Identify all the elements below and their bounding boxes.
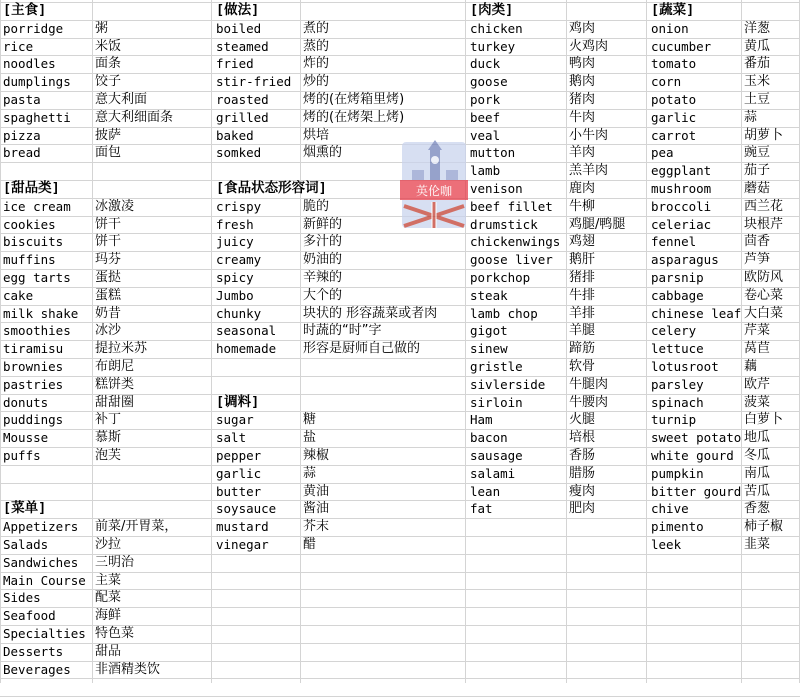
chinese-term: 鹿肉 <box>569 181 596 196</box>
english-term: dumplings <box>3 74 71 90</box>
english-term: brownies <box>3 359 64 374</box>
chinese-term: 配菜 <box>95 590 122 606</box>
chinese-term: 玛芬 <box>95 252 122 268</box>
chinese-term: 卷心菜 <box>744 287 784 303</box>
chinese-term: 饼干 <box>95 216 122 232</box>
english-term: chickenwings <box>470 234 561 250</box>
chinese-term: 形容是厨师自己做的 <box>303 341 421 357</box>
english-term: garlic <box>216 465 262 481</box>
english-term: bitter gourd <box>651 483 742 499</box>
chinese-term: 蒜 <box>744 109 758 125</box>
english-term: leek <box>651 537 682 552</box>
english-term: Sides <box>3 590 41 606</box>
chinese-term: 时蔬的“时”字 <box>303 323 382 339</box>
english-term: salami <box>470 465 516 481</box>
section-title: [食品状态形容词] <box>216 180 327 196</box>
chinese-term: 酱油 <box>303 501 330 517</box>
chinese-term: 豌豆 <box>744 145 771 161</box>
section-title: [肉类] <box>470 2 514 18</box>
english-term: sivlerside <box>470 376 546 392</box>
chinese-term: 苦瓜 <box>744 483 771 499</box>
chinese-term: 慕斯 <box>95 430 122 446</box>
english-term: mutton <box>470 145 516 161</box>
chinese-term: 芥末 <box>303 519 330 535</box>
english-term: lotusroot <box>651 359 719 374</box>
english-term: salt <box>216 430 247 446</box>
english-term: soysauce <box>216 501 277 517</box>
english-term: sirloin <box>470 394 523 410</box>
chinese-term: 茄子 <box>744 163 771 179</box>
english-term: steamed <box>216 38 269 54</box>
english-term: gristle <box>470 359 523 374</box>
chinese-term: 韭菜 <box>744 537 771 552</box>
chinese-term: 块根芹 <box>744 216 784 232</box>
chinese-term: 香葱 <box>744 501 771 517</box>
chinese-term: 饺子 <box>95 74 122 90</box>
section-title: [蔬菜] <box>651 2 695 18</box>
english-term: seasonal <box>216 323 277 339</box>
english-term: pasta <box>3 92 41 107</box>
chinese-term: 炸的 <box>303 56 330 72</box>
english-term: muffins <box>3 252 56 268</box>
chinese-term: 羊肉 <box>569 145 596 161</box>
chinese-term: 瘦肉 <box>569 483 596 499</box>
chinese-term: 地瓜 <box>744 430 771 446</box>
english-term: venison <box>470 181 523 196</box>
english-term: turnip <box>651 412 697 428</box>
chinese-term: 蘑菇 <box>744 181 771 196</box>
english-term: Salads <box>3 537 49 552</box>
section-title: [甜品类] <box>3 180 60 196</box>
chinese-term: 羊腿 <box>569 323 596 339</box>
english-term: asparagus <box>651 252 719 268</box>
chinese-term: 大个的 <box>303 287 343 303</box>
chinese-term: 粥 <box>95 20 109 36</box>
chinese-term: 洋葱 <box>744 20 771 36</box>
chinese-term: 番茄 <box>744 56 771 72</box>
chinese-term: 糖 <box>303 412 317 428</box>
english-term: cookies <box>3 216 56 232</box>
chinese-term: 欧防风 <box>744 270 784 285</box>
grid-column-line <box>646 0 647 683</box>
english-term: noodles <box>3 56 56 72</box>
chinese-term: 块状的 形容蔬菜或者肉 <box>303 305 438 321</box>
chinese-term: 培根 <box>569 430 596 446</box>
chinese-term: 香肠 <box>569 448 596 463</box>
english-term: parsnip <box>651 270 704 285</box>
english-term: tomato <box>651 56 697 72</box>
english-term: veal <box>470 127 501 143</box>
chinese-term: 鹅肉 <box>569 74 596 90</box>
chinese-term: 沙拉 <box>95 537 122 552</box>
english-term: steak <box>470 287 508 303</box>
chinese-term: 大白菜 <box>744 305 784 321</box>
english-term: puddings <box>3 412 64 428</box>
section-title: [主食] <box>3 2 47 18</box>
chinese-term: 冰沙 <box>95 323 122 339</box>
chinese-term: 海鲜 <box>95 608 122 624</box>
watermark-logo <box>400 140 468 230</box>
english-term: celery <box>651 323 697 339</box>
chinese-term: 羊排 <box>569 305 596 321</box>
chinese-term: 烘培 <box>303 127 330 143</box>
english-term: cabbage <box>651 287 704 303</box>
english-term: mustard <box>216 519 269 535</box>
section-title: [菜单] <box>3 500 47 517</box>
chinese-term: 米饭 <box>95 38 122 54</box>
chinese-term: 前菜/开胃菜， <box>95 519 178 535</box>
english-term: chunky <box>216 305 262 321</box>
english-term: bacon <box>470 430 508 446</box>
english-term: pea <box>651 145 674 161</box>
chinese-term: 胡萝卜 <box>744 127 784 143</box>
chinese-term: 甜品 <box>95 643 122 659</box>
english-term: spaghetti <box>3 109 71 125</box>
english-term: rice <box>3 38 34 54</box>
chinese-term: 南瓜 <box>744 465 771 481</box>
chinese-term: 软骨 <box>569 359 596 374</box>
chinese-term: 西兰花 <box>744 198 784 214</box>
grid-row-line <box>0 678 800 679</box>
english-term: garlic <box>651 109 697 125</box>
english-term: Mousse <box>3 430 49 446</box>
english-term: pepper <box>216 448 262 463</box>
english-term: pastries <box>3 376 64 392</box>
english-term: milk shake <box>3 305 79 321</box>
english-term: Jumbo <box>216 287 254 303</box>
english-term: juicy <box>216 234 254 250</box>
chinese-term: 火鸡肉 <box>569 38 609 54</box>
english-term: grilled <box>216 109 269 125</box>
chinese-term: 火腿 <box>569 412 596 428</box>
english-term: homemade <box>216 341 277 357</box>
english-term: Appetizers <box>3 519 79 535</box>
chinese-term: 炒的 <box>303 74 330 90</box>
chinese-term: 甜甜圈 <box>95 394 135 410</box>
chinese-term: 面包 <box>95 145 122 161</box>
english-term: pizza <box>3 127 41 143</box>
chinese-term: 三明治 <box>95 554 135 570</box>
english-term: eggplant <box>651 163 712 179</box>
english-term: vinegar <box>216 537 269 552</box>
english-term: sugar <box>216 412 254 428</box>
english-term: Specialties <box>3 626 86 641</box>
english-term: onion <box>651 20 689 36</box>
chinese-term: 牛排 <box>569 287 596 303</box>
chinese-term: 羔羊肉 <box>569 163 609 179</box>
chinese-term: 烟熏的 <box>303 145 343 161</box>
english-term: lettuce <box>651 341 704 357</box>
chinese-term: 菠菜 <box>744 394 771 410</box>
chinese-term: 布朗尼 <box>95 359 135 374</box>
english-term: porridge <box>3 20 64 36</box>
chinese-term: 奶油的 <box>303 252 343 268</box>
chinese-term: 烤的(在烤箱里烤) <box>303 92 405 107</box>
chinese-term: 冰激凌 <box>95 198 135 214</box>
english-term: biscuits <box>3 234 64 250</box>
chinese-term: 披萨 <box>95 127 122 143</box>
english-term: goose <box>470 74 508 90</box>
chinese-term: 蛋糕 <box>95 287 122 303</box>
chinese-term: 主菜 <box>95 572 122 588</box>
english-term: beef <box>470 109 501 125</box>
chinese-term: 白萝卜 <box>744 412 784 428</box>
chinese-term: 补丁 <box>95 412 122 428</box>
english-term: parsley <box>651 376 704 392</box>
english-term: turkey <box>470 38 516 54</box>
english-term: fennel <box>651 234 697 250</box>
chinese-term: 牛腿肉 <box>569 376 609 392</box>
english-term: mushroom <box>651 181 712 196</box>
english-term: baked <box>216 127 254 143</box>
chinese-term: 脆的 <box>303 198 330 214</box>
chinese-term: 茴香 <box>744 234 771 250</box>
english-term: ice cream <box>3 198 71 214</box>
grid-column-line <box>211 0 212 683</box>
english-term: egg tarts <box>3 270 71 285</box>
chinese-term: 莴苣 <box>744 341 771 357</box>
english-term: Main Course <box>3 572 86 588</box>
chinese-term: 意大利面 <box>95 92 148 107</box>
chinese-term: 新鲜的 <box>303 216 343 232</box>
chinese-term: 欧芹 <box>744 376 771 392</box>
english-term: spinach <box>651 394 704 410</box>
chinese-term: 鸡肉 <box>569 20 596 36</box>
chinese-term: 冬瓜 <box>744 448 771 463</box>
grid-column-line <box>465 0 466 683</box>
chinese-term: 牛腰肉 <box>569 394 609 410</box>
english-term: fresh <box>216 216 254 232</box>
chinese-term: 柿子椒 <box>744 519 784 535</box>
chinese-term: 烤的(在烤架上烤) <box>303 109 405 125</box>
english-term: carrot <box>651 127 697 143</box>
english-term: drumstick <box>470 216 538 232</box>
english-term: Ham <box>470 412 493 428</box>
chinese-term: 面条 <box>95 56 122 72</box>
english-term: lamb <box>470 163 501 179</box>
chinese-term: 辛辣的 <box>303 270 343 285</box>
chinese-term: 提拉米苏 <box>95 341 148 357</box>
chinese-term: 煮的 <box>303 20 330 36</box>
english-term: lean <box>470 483 501 499</box>
english-term: potato <box>651 92 697 107</box>
english-term: gigot <box>470 323 508 339</box>
english-term: chicken <box>470 20 523 36</box>
chinese-term: 芹菜 <box>744 323 771 339</box>
chinese-term: 鹅肝 <box>569 252 596 268</box>
chinese-term: 辣椒 <box>303 448 330 463</box>
section-title: [做法] <box>216 2 260 18</box>
chinese-term: 奶昔 <box>95 305 122 321</box>
chinese-term: 猪肉 <box>569 92 596 107</box>
chinese-term: 非酒精类饮 <box>95 661 161 677</box>
english-term: Seafood <box>3 608 56 624</box>
english-term: chive <box>651 501 689 517</box>
english-term: pumpkin <box>651 465 704 481</box>
english-term: cucumber <box>651 38 712 54</box>
english-term: fried <box>216 56 254 72</box>
english-term: stir-fried <box>216 74 292 90</box>
english-term: sinew <box>470 341 508 357</box>
english-term: celeriac <box>651 216 712 232</box>
english-term: duck <box>470 56 501 72</box>
chinese-term: 糕饼类 <box>95 376 135 392</box>
chinese-term: 芦笋 <box>744 252 771 268</box>
watermark-text: 英伦咖 <box>415 184 453 198</box>
chinese-term: 肥肉 <box>569 501 596 517</box>
chinese-term: 鸡腿/鸭腿 <box>569 216 626 232</box>
chinese-term: 盐 <box>303 430 317 446</box>
english-term: Sandwiches <box>3 554 79 570</box>
english-term: crispy <box>216 198 262 214</box>
chinese-term: 泡芙 <box>95 448 122 463</box>
english-term: sausage <box>470 448 523 463</box>
english-term: bread <box>3 145 41 161</box>
chinese-term: 黄瓜 <box>744 38 771 54</box>
english-term: boiled <box>216 20 262 36</box>
english-term: cake <box>3 287 34 303</box>
english-term: donuts <box>3 394 49 410</box>
english-term: smoothies <box>3 323 71 339</box>
chinese-term: 饼干 <box>95 234 122 250</box>
chinese-term: 意大利细面条 <box>95 109 174 125</box>
english-term: tiramisu <box>3 341 64 357</box>
english-term: porkchop <box>470 270 531 285</box>
chinese-term: 醋 <box>303 537 317 552</box>
chinese-term: 玉米 <box>744 74 771 90</box>
english-term: chinese leaf <box>651 305 742 321</box>
english-term: corn <box>651 74 682 90</box>
english-term: somked <box>216 145 262 161</box>
chinese-term: 特色菜 <box>95 626 135 641</box>
chinese-term: 小牛肉 <box>569 127 609 143</box>
chinese-term: 鸭肉 <box>569 56 596 72</box>
chinese-term: 土豆 <box>744 92 771 107</box>
english-term: roasted <box>216 92 269 107</box>
chinese-term: 猪排 <box>569 270 596 285</box>
chinese-term: 藕 <box>744 359 758 374</box>
chinese-term: 蛋挞 <box>95 270 122 285</box>
chinese-term: 蒸的 <box>303 38 330 54</box>
english-term: sweet potato <box>651 430 742 446</box>
english-term: butter <box>216 483 262 499</box>
english-term: broccoli <box>651 198 712 214</box>
english-term: Desserts <box>3 643 64 659</box>
english-term: white gourd <box>651 448 734 463</box>
english-term: fat <box>470 501 493 517</box>
chinese-term: 黄油 <box>303 483 330 499</box>
chinese-term: 腊肠 <box>569 465 596 481</box>
english-term: Beverages <box>3 661 71 677</box>
english-term: creamy <box>216 252 262 268</box>
chinese-term: 蹄筋 <box>569 341 596 357</box>
english-term: pork <box>470 92 501 107</box>
english-term: beef fillet <box>470 198 553 214</box>
english-term: spicy <box>216 270 254 285</box>
english-term: pimento <box>651 519 704 535</box>
english-term: lamb chop <box>470 305 538 321</box>
section-title: [调料] <box>216 393 260 410</box>
chinese-term: 牛柳 <box>569 198 596 214</box>
english-term: puffs <box>3 448 41 463</box>
chinese-term: 牛肉 <box>569 109 596 125</box>
english-term: goose liver <box>470 252 553 268</box>
chinese-term: 多汁的 <box>303 234 343 250</box>
chinese-term: 鸡翅 <box>569 234 596 250</box>
chinese-term: 蒜 <box>303 465 317 481</box>
